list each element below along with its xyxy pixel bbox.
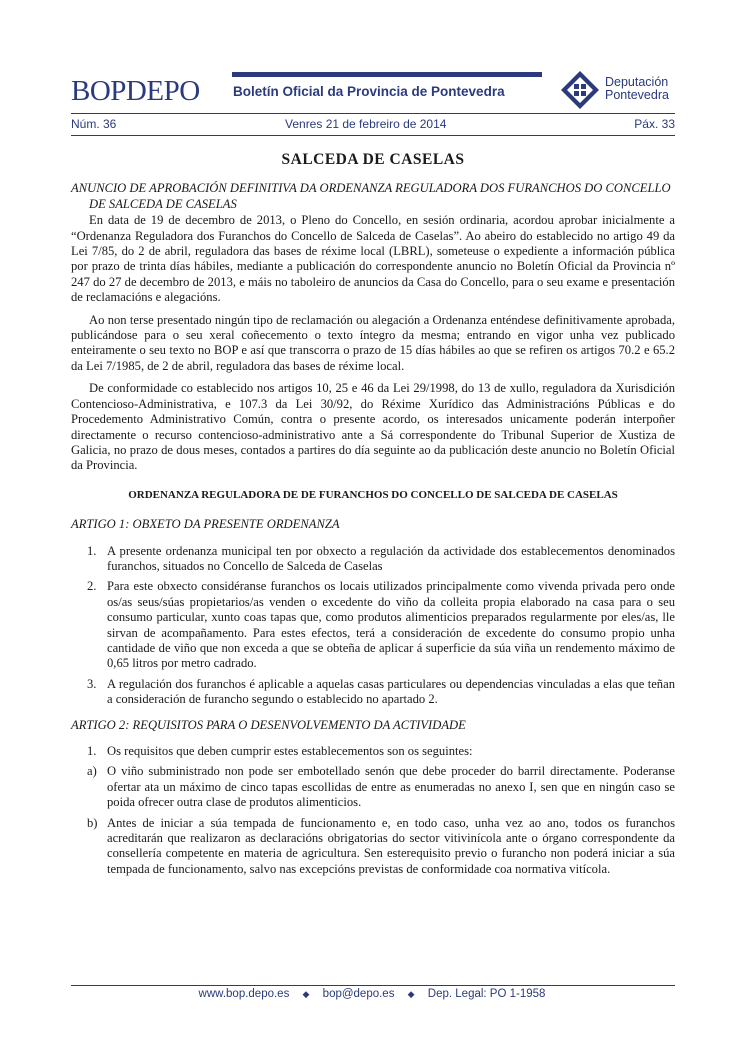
item-number: b)	[87, 815, 98, 830]
list-item	[71, 544, 675, 575]
footer	[0, 988, 744, 1000]
deputacion-emblem-icon	[560, 70, 600, 110]
list-item	[71, 816, 675, 878]
item-text: Antes de iniciar a súa tempada de funcionamento e, en todo caso, unha vez ao ano, todos os furanchos acreditarán que realizaron as declaracións obrigatorias do sector vitivinícola ante o órgano correspondente da consellería competente en materia de agricultura. Sen esterequisito previo o furancho non poderá iniciar a súa tempada de funcionamento, salvo nas excepcións previstas de conformidade coa normativa vitícola.	[107, 815, 675, 876]
item-number: 1.	[87, 543, 97, 558]
item-text: A presente ordenanza municipal ten por obxecto a regulación da actividade dos establecementos denominados furanchos, situados no Concello de Salceda de Caselas	[107, 543, 675, 573]
org-line-1: Deputación	[605, 75, 669, 89]
list-item	[71, 764, 675, 810]
issue-number: Núm. 36	[71, 117, 117, 131]
title-rule	[232, 72, 542, 77]
item-text: O viño subministrado non pode ser embotellado senón que debe proceder do barril directamente. Poderanse ofertar ata un máximo de cinco tapas escollidas de entre as enumeradas no anexo I, sen que en ningún caso se poida ofrecer outra clase de produtos alimenticios.	[107, 764, 675, 810]
paragraph: De conformidade co establecido nos artigos 10, 25 e 46 da Lei 29/1998, do 13 de xullo, reguladora da Xurisdición Contencioso-Administrativa, e 107.3 da Lei 30/92, do Réxime Xurídico das Administracións Públicas e do Procedemento Administrativo Común, contra o presente acordo, os interesados unicamente poderán interpoñer directamente o recurso contencioso-administrativo ante a Sá correspondente do Tribunal Superior de Xustiza de Galicia, no prazo de dous meses, contados a partires do día seguinte ao da publicación deste anuncio no Boletín Oficial da Provincia.	[71, 381, 675, 473]
org-line-2: Pontevedra	[605, 88, 669, 102]
website-link[interactable]: www.bop.depo.es	[198, 988, 290, 1000]
email-link[interactable]: bop@depo.es	[322, 988, 395, 1000]
meta-rule	[71, 135, 675, 136]
item-number: 1.	[87, 744, 97, 758]
item-text: A regulación dos furanchos é aplicable a aquelas casas particulares ou dependencias vinculadas a elas que teñan a consideración de furancho segundo o establecido no apartado 2.	[107, 676, 675, 707]
masthead	[71, 70, 675, 116]
ordinance-title: ORDENANZA REGULADORA DE DE FURANCHOS DO CONCELLO DE SALCEDA DE CASELAS	[128, 488, 618, 501]
paragraph: Ao non terse presentado ningún tipo de reclamación ou alegación a Ordenanza enténdese definitivamente aprobada, publicándose para o seu xeral coñecemento o texto íntegro da mesma; entrando en vigor unha vez publicado enteiramente o seu texto no BOP e así que transcorra o prazo de 15 días hábiles ao que se refiren os artigos 70.2 e 65.2 da Lei 7/1985, de 2 de abril, reguladora das bases de réxime local.	[71, 312, 675, 373]
item-text: Os requisitos que deben cumprir estes establecementos son os seguintes:	[107, 744, 473, 758]
deputacion-name	[605, 76, 669, 102]
item-number: 2.	[87, 579, 97, 594]
list-item	[71, 744, 675, 759]
header-rule	[71, 113, 675, 114]
list-item	[71, 677, 675, 708]
diamond-separator-icon: ◆	[302, 989, 310, 999]
section-title: SALCEDA DE CASELAS	[281, 151, 465, 168]
bopdepo-logo: BOPDEPO	[71, 75, 200, 107]
footer-rule	[71, 985, 675, 986]
page-number: Páx. 33	[634, 117, 675, 131]
article-2-title: ARTIGO 2: REQUISITOS PARA O DESENVOLVEMENTO DA ACTIVIDADE	[71, 717, 466, 732]
issue-date: Venres 21 de febreiro de 2014	[285, 117, 447, 131]
item-number: 3.	[87, 676, 97, 691]
item-text: Para este obxecto considéranse furanchos os locais utilizados principalmente como vivenda privada pero onde os/as seus/súas propietarios/as venden o excedente do viño da colleita propia elaborado na casa para o seu consumo particular, xunto coas tapas que, como produtos alimenticios preparados regularmente por eles/as, lle sirvan de acompañamento. Para estes efectos, terá a consideración de excedente do consumo propio unha cantidade de viño que non exceda a que se obteña de aplicar á superficie da súa viña un rendemento máximo de 0,65 litros por metro cadrado.	[107, 579, 675, 671]
item-number: a)	[87, 764, 97, 779]
article-1-title: ARTIGO 1: OBXETO DA PRESENTE ORDENANZA	[71, 517, 340, 532]
list-item	[71, 579, 675, 671]
announcement-title: ANUNCIO DE APROBACIÓN DEFINITIVA DA ORDENANZA REGULADORA DOS FURANCHOS DO CONCELLO DE SALCEDA DE CASELAS	[71, 181, 671, 211]
legal-deposit: Dep. Legal: PO 1-1958	[427, 988, 546, 1000]
bulletin-title: Boletín Oficial da Provincia de Pontevedra	[233, 84, 505, 99]
paragraph: En data de 19 de decembro de 2013, o Pleno do Concello, en sesión ordinaria, acordou aprobar inicialmente a “Ordenanza Reguladora dos Furanchos do Concello de Salceda de Caselas”. Ao abeiro do establecido no artigo 49 da Lei 7/85, do 2 de abril, reguladora das bases de réxime local (LBRL), someteuse o expediente a información pública por prazo de trinta días hábiles, mediante a publicación do correspondente anuncio no Boletín Oficial da Provincia nº 247 do 27 de decembro de 2013, e máis no taboleiro de anuncios da Casa do Concello, para o seu exame e presentación de reclamacións e alegacións.	[71, 213, 675, 305]
page-content	[71, 152, 675, 882]
diamond-separator-icon: ◆	[407, 989, 415, 999]
